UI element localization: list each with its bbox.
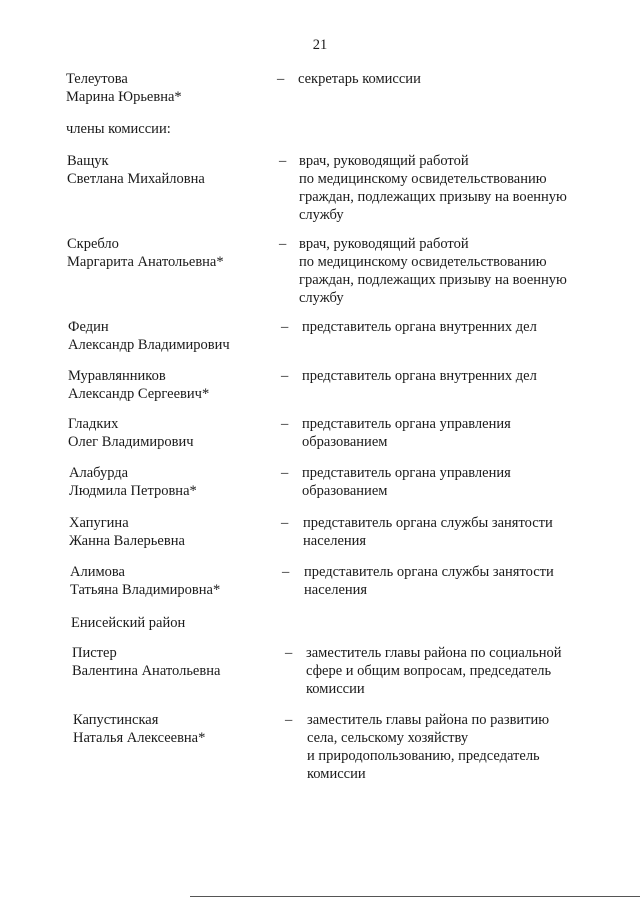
role-line: представитель органа управления: [302, 465, 511, 481]
surname: Скребло: [67, 236, 119, 252]
dash: –: [285, 712, 293, 728]
role-line: врач, руководящий работой: [299, 153, 469, 169]
role-line: образованием: [302, 434, 388, 450]
person-name: [68, 367, 278, 403]
surname: Хапугина: [69, 515, 129, 531]
role-text: [307, 711, 607, 783]
role-text: [302, 415, 602, 451]
members-heading: члены комиссии:: [66, 121, 171, 137]
role-line: населения: [304, 582, 368, 598]
person-name: [70, 563, 280, 599]
person-name: [72, 644, 282, 680]
role-line: представитель органа внутренних дел: [302, 368, 537, 384]
surname: Пистер: [72, 645, 117, 661]
role-text: [306, 644, 606, 698]
page-number: 21: [312, 37, 328, 53]
person-name: [69, 464, 279, 500]
role-line: граждан, подлежащих призыву на военную: [299, 189, 567, 205]
role-line: села, сельскому хозяйству: [307, 730, 469, 746]
given-names: Людмила Петровна*: [69, 483, 197, 499]
given-names: Олег Владимирович: [68, 434, 194, 450]
role-line: населения: [303, 533, 367, 549]
surname: Муравлянников: [68, 368, 166, 384]
role-line: представитель органа внутренних дел: [302, 319, 537, 335]
dash: –: [285, 645, 293, 661]
role-line: заместитель главы района по социальной: [306, 645, 562, 661]
person-name: [66, 70, 276, 106]
role-text: [302, 464, 602, 500]
given-names: Маргарита Анатольевна*: [67, 254, 224, 270]
role-text: [299, 235, 599, 307]
role-text: [304, 563, 604, 599]
role-line: службу: [299, 290, 344, 306]
dash: –: [281, 416, 289, 432]
role-line: представитель органа службы занятости: [303, 515, 553, 531]
given-names: Александр Сергеевич*: [68, 386, 210, 402]
given-names: Наталья Алексеевна*: [73, 730, 206, 746]
dash: –: [281, 465, 289, 481]
dash: –: [279, 153, 287, 169]
bottom-rule: [190, 896, 640, 897]
dash: –: [277, 71, 285, 87]
role-line: по медицинскому освидетельствованию: [299, 254, 547, 270]
person-name: [73, 711, 283, 747]
role-text: [298, 70, 598, 88]
surname: Алимова: [70, 564, 125, 580]
surname: Гладких: [68, 416, 119, 432]
role-line: комиссии: [306, 681, 365, 697]
given-names: Светлана Михайловна: [67, 171, 205, 187]
given-names: Жанна Валерьевна: [69, 533, 185, 549]
dash: –: [281, 319, 289, 335]
role-line: по медицинскому освидетельствованию: [299, 171, 547, 187]
role-text: [299, 152, 599, 224]
role-text: [303, 514, 603, 550]
dash: –: [281, 368, 289, 384]
given-names: Валентина Анатольевна: [72, 663, 221, 679]
role-line: сфере и общим вопросам, председатель: [306, 663, 552, 679]
role-text: [302, 318, 602, 336]
role-line: службу: [299, 207, 344, 223]
person-name: [68, 318, 278, 354]
role-line: образованием: [302, 483, 388, 499]
role-line: представитель органа управления: [302, 416, 511, 432]
dash: –: [281, 515, 289, 531]
dash: –: [282, 564, 290, 580]
person-name: [69, 514, 279, 550]
given-names: Татьяна Владимировна*: [70, 582, 221, 598]
role-line: комиссии: [307, 766, 366, 782]
district-heading: Енисейский район: [71, 615, 186, 631]
given-names: Александр Владимирович: [68, 337, 230, 353]
person-name: [67, 152, 277, 188]
role-line: представитель органа службы занятости: [304, 564, 554, 580]
role-line: врач, руководящий работой: [299, 236, 469, 252]
role-line: и природопользованию, председатель: [307, 748, 540, 764]
surname: Капустинская: [73, 712, 159, 728]
role-line: граждан, подлежащих призыву на военную: [299, 272, 567, 288]
dash: –: [279, 236, 287, 252]
person-name: [67, 235, 277, 271]
surname: Алабурда: [69, 465, 129, 481]
person-name: [68, 415, 278, 451]
surname: Федин: [68, 319, 109, 335]
surname: Телеутова: [66, 71, 128, 87]
surname: Ващук: [67, 153, 109, 169]
role-line: секретарь комиссии: [298, 71, 421, 87]
role-text: [302, 367, 602, 385]
role-line: заместитель главы района по развитию: [307, 712, 550, 728]
given-names: Марина Юрьевна*: [66, 89, 182, 105]
